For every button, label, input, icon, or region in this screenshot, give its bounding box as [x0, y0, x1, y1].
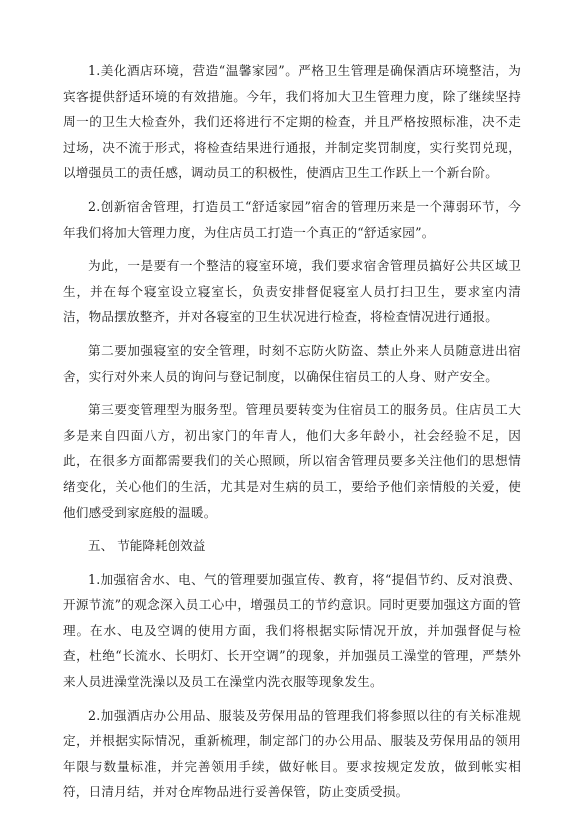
paragraph-dormitory-management: 2.创新宿舍管理，打造员工“舒适家园”宿舍的管理历来是一个薄弱环节，今年我们将加大管理力度，为住店员工打造一个真正的“舒适家园”。 [63, 198, 521, 240]
paragraph-dormitory-cleanliness: 为此，一是要有一个整洁的寝室环境，我们要求宿舍管理员搞好公共区域卫生，并在每个寝室设立寝室长，负责安排督促寝室人员打扫卫生，要求室内清洁，物品摆放整齐，并对各寝室的卫生状况进行检查，将检查情况进行通报。 [63, 258, 521, 325]
paragraph-supplies-management: 2.加强酒店办公用品、服装及劳保用品的管理我们将参照以往的有关标准规定，并根据实际情况，重新梳理，制定部门的办公用品、服装及劳保用品的领用年限与数量标准，并完善领用手续，做好帐目。要求按规定发放，做到帐实相符，日清月结，并对仓库物品进行妥善保管，防止变质受损。 [63, 707, 521, 800]
document-body [63, 58, 521, 813]
paragraph-hotel-environment: 1.美化酒店环境，营造“温馨家园”。严格卫生管理是确保酒店环境整洁，为宾客提供舒适环境的有效措施。今年，我们将加大卫生管理力度，除了继续坚持周一的卫生大检查外，我们还将进行不定期的检查，并且严格按照标准，决不走过场，决不流于形式，将检查结果进行通报，并制定奖罚制度，实行奖罚兑现，以增强员工的责任感，调动员工的积极性，使酒店卫生工作跃上一个新台阶。 [63, 63, 521, 181]
paragraph-service-oriented: 第三要变管理型为服务型。管理员要转变为住宿员工的服务员。住店员工大多是来自四面八方，初出家门的年青人，他们大多年龄小，社会经验不足，因此，在很多方面都需要我们的关心照顾，所以宿舍管理员要多关注他们的思想情绪变化，关心他们的生活，尤其是对生病的员工，要给予他们亲情般的关爱，使他们感受到家庭般的温暖。 [63, 402, 521, 520]
section-heading-energy-saving: 五、 节能降耗创效益 [88, 538, 206, 554]
paragraph-dormitory-safety: 第二要加强寝室的安全管理，时刻不忘防火防盗、禁止外来人员随意进出宿舍，实行对外来人员的询问与登记制度，以确保住宿员工的人身、财产安全。 [63, 342, 521, 384]
paragraph-utilities-management: 1.加强宿舍水、电、气的管理要加强宣传、教育，将“提倡节约、反对浪费、开源节流”的观念深入员工心中，增强员工的节约意识。同时更要加强这方面的管理。在水、电及空调的使用方面，我们将根据实际情况开放，并加强督促与检查，杜绝“长流水、长明灯、长开空调”的现象，并加强员工澡堂的管理，严禁外来人员进澡堂洗澡以及员工在澡堂内洗衣服等现象发生。 [63, 571, 521, 690]
